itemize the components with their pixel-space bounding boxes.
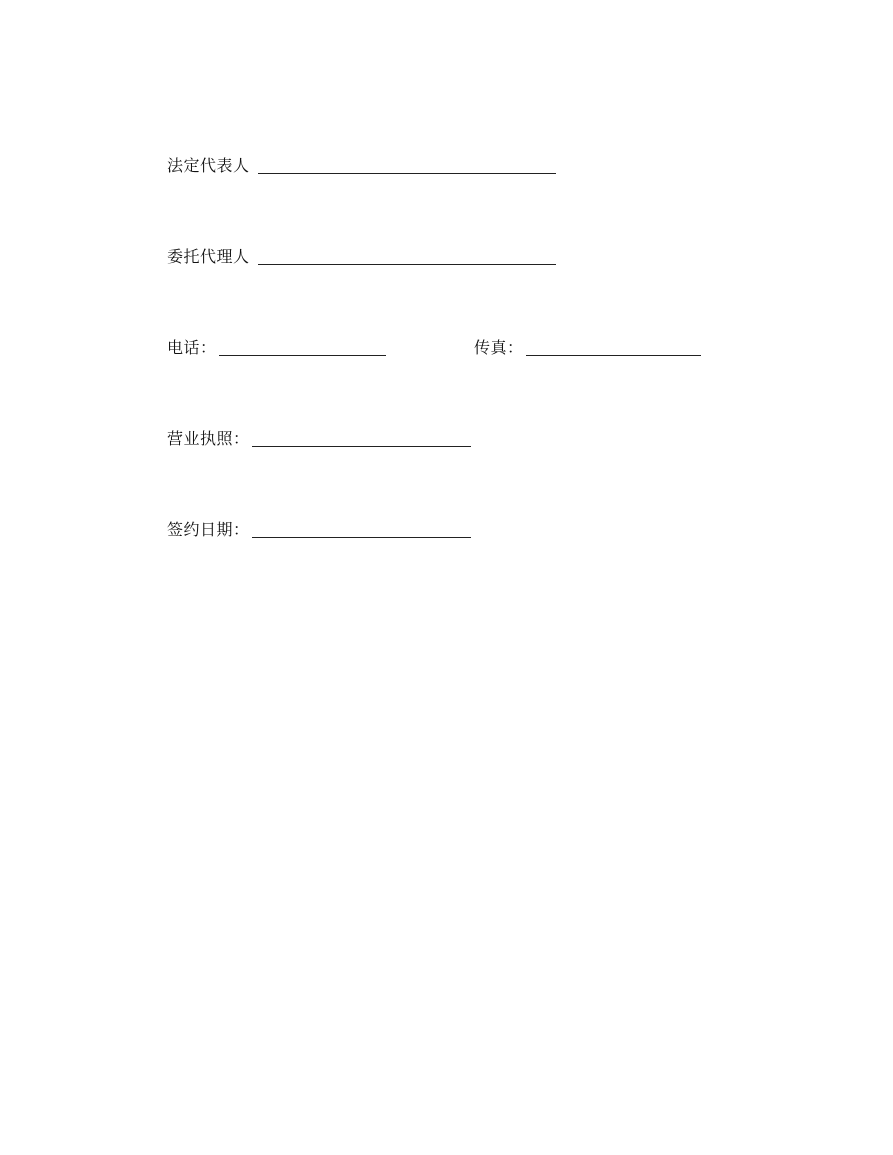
fax-label: 传真： xyxy=(474,338,524,357)
authorized-agent-blank[interactable] xyxy=(258,264,556,265)
legal-representative-row xyxy=(167,151,556,175)
authorized-agent-row xyxy=(167,242,556,266)
signing-date-blank[interactable] xyxy=(252,537,471,538)
authorized-agent-label: 委托代理人 xyxy=(167,247,250,266)
phone-row xyxy=(167,333,386,357)
fax-row xyxy=(474,333,701,357)
signing-date-label: 签约日期： xyxy=(167,520,250,539)
signing-date-row xyxy=(167,515,471,539)
phone-label: 电话： xyxy=(167,338,217,357)
legal-representative-blank[interactable] xyxy=(258,173,556,174)
business-license-row xyxy=(167,424,471,448)
phone-blank[interactable] xyxy=(219,355,386,356)
business-license-label: 营业执照： xyxy=(167,429,250,448)
business-license-blank[interactable] xyxy=(252,446,471,447)
legal-representative-label: 法定代表人 xyxy=(167,156,250,175)
fax-blank[interactable] xyxy=(526,355,701,356)
